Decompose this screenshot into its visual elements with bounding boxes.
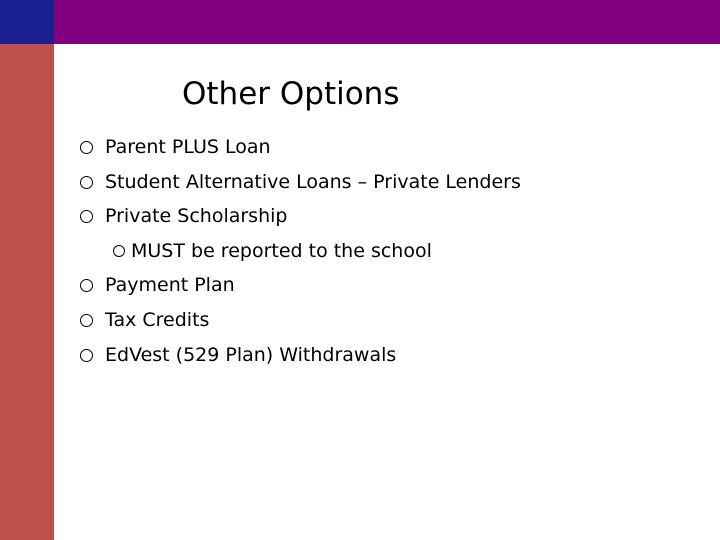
bullet-text: EdVest (529 Plan) Withdrawals bbox=[105, 344, 397, 366]
hollow-circle-icon bbox=[113, 245, 125, 257]
hollow-circle-icon bbox=[80, 314, 93, 327]
bullet-text: Payment Plan bbox=[105, 274, 235, 296]
sub-bullet-item bbox=[113, 238, 432, 264]
bullet-text: Tax Credits bbox=[105, 309, 210, 331]
hollow-circle-icon bbox=[80, 279, 93, 292]
bullet-text: Parent PLUS Loan bbox=[105, 136, 271, 158]
bullet-item bbox=[80, 169, 521, 195]
bullet-item bbox=[80, 272, 235, 298]
hollow-circle-icon bbox=[80, 210, 93, 223]
bullet-item bbox=[80, 342, 396, 368]
bullet-item bbox=[80, 134, 271, 160]
bullet-item bbox=[80, 203, 287, 229]
slide-title: Other Options bbox=[182, 76, 400, 112]
bullet-text: Private Scholarship bbox=[105, 205, 288, 227]
hollow-circle-icon bbox=[80, 141, 93, 154]
bullet-item bbox=[80, 307, 209, 333]
hollow-circle-icon bbox=[80, 349, 93, 362]
bullet-text: Student Alternative Loans – Private Lenders bbox=[105, 171, 521, 193]
hollow-circle-icon bbox=[80, 176, 93, 189]
bullet-text: MUST be reported to the school bbox=[131, 240, 432, 262]
